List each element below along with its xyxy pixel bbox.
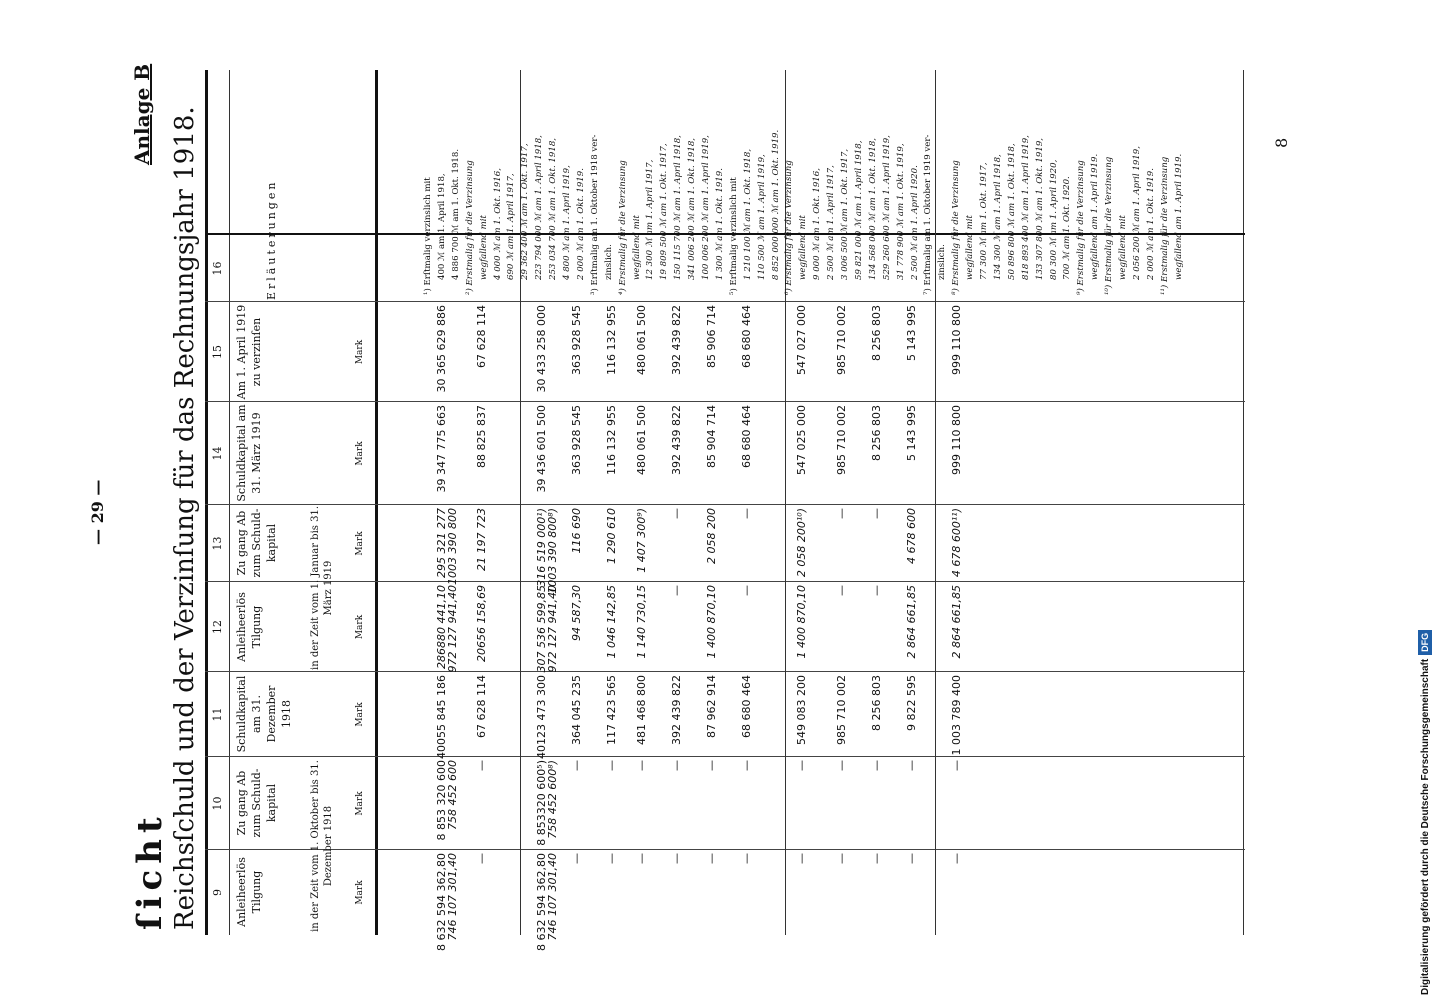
table-bottom-rule: [1243, 70, 1244, 935]
unit-label: Mark: [355, 339, 365, 365]
table-cell-c10a: —: [570, 760, 583, 771]
note-line: 3 006 500 ℳ am 1. Okt. 1917,: [840, 148, 850, 280]
table-top-rule: [205, 70, 208, 935]
table-cell-c12a: 1 400 870,10: [795, 585, 808, 659]
table-cell-c9a: —: [795, 853, 808, 864]
table-cell-c12a: —: [740, 585, 753, 596]
col-number: 11: [211, 707, 224, 722]
note-line: wegfallend mit: [478, 215, 489, 280]
table-cell-c11: 549 083 200: [795, 675, 808, 745]
table-cell-c9a: —: [570, 853, 583, 864]
note-line: 341 006 200 ℳ am 1. Okt. 1918,: [687, 137, 698, 280]
table-cell-c13a: —: [835, 508, 848, 519]
table-cell-c13a: —: [870, 508, 883, 519]
col-number: 14: [211, 446, 224, 461]
table-cell-c15: 985 710 002: [835, 305, 848, 375]
table-cell-c13a: 4 678 600¹¹): [950, 508, 963, 578]
note-line: 818 893 400 ℳ am 1. April 1919,: [1020, 135, 1031, 280]
dfg-logo: DFG: [1418, 630, 1432, 655]
note-line: ²) Erstmalig für die Verzinsung: [464, 160, 475, 295]
note-line: 80 300 ℳ am 1. April 1920,: [1048, 159, 1059, 280]
note-line: 77 300 ℳ am 1. Okt. 1917,: [979, 162, 989, 280]
note-line: 4 000 ℳ am 1. Okt. 1916,: [492, 168, 503, 280]
note-line: 8 852 000 000 ℳ am 1. Okt. 1919.: [770, 129, 781, 280]
table-cell-c10a: —: [795, 760, 808, 771]
table-cell-c9a: —: [740, 853, 753, 864]
note-line: 2 056 200 ℳ am 1. April 1919,: [1131, 146, 1142, 280]
table-cell-c9a: —: [870, 853, 883, 864]
note-line: 4 800 ℳ am 1. April 1919,: [562, 165, 572, 280]
table-cell-c12a: 2 864 661,85: [905, 585, 918, 659]
table-cell-c10a: —: [870, 760, 883, 771]
note-line: 134 300 ℳ am 1. April 1918,: [992, 154, 1003, 280]
table-cell-c15: 116 132 955: [605, 305, 618, 375]
row-group-rule: [935, 70, 936, 935]
note-line: 1 300 ℳ am 1. Okt. 1919.: [714, 168, 725, 280]
title-line1: ſicht: [130, 811, 170, 930]
table-cell-c13a: 116 690: [570, 508, 583, 554]
table-cell-c15: 30 365 629 886: [435, 305, 448, 393]
table-cell-c13a: 316 519 000¹): [535, 508, 548, 587]
note-line: ⁹) Erstmalig für die Verzinsung: [1076, 160, 1087, 295]
note-line: 529 260 600 ℳ am 1. April 1919,: [881, 135, 892, 280]
note-line: 9 000 ℳ am 1. Okt. 1916,: [812, 168, 823, 280]
col-header: Zu gang Ab zum Schuld-kapital: [235, 508, 278, 578]
note-line: 134 568 000 ℳ am 1. Okt. 1918,: [867, 137, 878, 280]
table-cell-c9b: 746 107 301,40: [446, 853, 459, 941]
note-line: wegfallend mit: [965, 215, 976, 280]
note-line: wegfallend am 1. April 1919.: [1173, 153, 1184, 280]
note-line: 133 307 800 ℳ am 1. Okt. 1919,: [1034, 137, 1045, 280]
table-cell-c14: 68 680 464: [740, 405, 753, 468]
col-number: 15: [211, 345, 224, 359]
note-line: ¹¹) Erstmalig für die Verzinsung: [1159, 156, 1170, 295]
table-cell-c10a: 8 853 320 600: [435, 760, 448, 841]
table-cell-c14: 363 928 545: [570, 405, 583, 475]
note-line: ⁴) Erstmalig für die Verzinsung: [617, 160, 628, 295]
table-cell-c12a: 307 536 599,85: [535, 585, 548, 673]
side-credit: [1418, 10, 1432, 995]
table-cell-c9a: —: [835, 853, 848, 864]
table-cell-c10a: —: [905, 760, 918, 771]
unit-label: Mark: [355, 614, 365, 640]
annex-label: Anlage B: [130, 63, 154, 165]
table-cell-c10a: —: [635, 760, 648, 771]
note-line: 4 886 700 ℳ am 1. Okt. 1918.: [450, 148, 461, 280]
table-cell-c9a: —: [635, 853, 648, 864]
note-line: 2 000 ℳ am 1. Okt. 1919.: [1145, 168, 1156, 280]
table-cell-c12a: 1 046 142,85: [605, 585, 618, 659]
table-cell-c9a: 8 632 594 362,80: [535, 853, 548, 951]
note-line: wegfallend mit: [798, 215, 809, 280]
table-cell-c9a: 8 632 594 362,80: [435, 853, 448, 951]
unit-label: Mark: [355, 702, 365, 727]
col-number: 16: [211, 261, 224, 276]
table-cell-c9a: —: [605, 853, 618, 864]
note-line: 2 500 ℳ am 1. April 1917,: [826, 165, 837, 280]
note-line: 31 778 900 ℳ am 1. Okt. 1919,: [895, 143, 906, 280]
unit-label: Mark: [355, 531, 365, 556]
page-number: — 29 —: [88, 479, 107, 545]
side-credit-text: Digitalisierung gefördert durch die Deutsche Forschungsgemeinschaft: [1420, 658, 1431, 995]
table-cell-c11: 985 710 002: [835, 675, 848, 745]
note-line: ¹⁰) Erstmalig für die Verzinsung: [1104, 156, 1115, 295]
table-cell-c15: 8 256 803: [870, 305, 883, 361]
table-cell-c14: 480 061 500: [635, 405, 648, 475]
header-number-rule: [229, 70, 230, 935]
table-cell-c13a: 1 407 300⁹): [635, 508, 648, 573]
note-line: 690 ℳ am 1. April 1917,: [506, 173, 517, 280]
note-line: ⁸) Erstmalig für die Verzinsung: [951, 160, 962, 295]
col-header: Schuldkapital am 31. Dezember 1918: [235, 675, 293, 753]
table-cell-c15: 363 928 545: [570, 305, 583, 375]
table-cell-c12a: 1 400 870,10: [705, 585, 718, 659]
table-cell-c9a: —: [705, 853, 718, 864]
table-cell-c14: 39 436 601 500: [535, 405, 548, 493]
note-line: 19 809 500 ℳ am 1. Okt. 1917,: [659, 143, 670, 280]
table-cell-c9a: —: [905, 853, 918, 864]
table-cell-c12a: 286880 441,10: [435, 585, 448, 669]
note-line: 1 210 100 ℳ am 1. Okt. 1918,: [742, 148, 753, 280]
table-cell-c14: 88 825 837: [475, 405, 488, 468]
table-cell-c10a: —: [475, 760, 488, 771]
note-line: ⁵) Erſtmalig verzinslich mit: [728, 177, 739, 295]
table-cell-c11: 364 045 235: [570, 675, 583, 745]
col-header: Anleiheerlös Tilgung: [235, 592, 263, 662]
table-cell-c13a: —: [670, 508, 683, 519]
unit-label: Mark: [355, 880, 365, 905]
table-cell-c11: 40055 845 186: [435, 675, 448, 759]
table-cell-c10b: 758 452 600: [446, 760, 459, 830]
period-label: in der Zeit vom 1. Januar bis 31. März 1919: [310, 506, 334, 670]
table-cell-c11: 9 822 595: [905, 675, 918, 731]
table-cell-c10a: —: [705, 760, 718, 771]
table-cell-c14: 39 347 775 663: [435, 405, 448, 493]
note-line: 700 ℳ am 1. Okt. 1920.: [1062, 176, 1073, 280]
table-cell-c9a: —: [950, 853, 963, 864]
note-line: ⁷) Erſtmalig am 1. Oktober 1919 ver-: [923, 134, 934, 295]
note-line: 223 794 000 ℳ am 1. April 1918,: [534, 135, 545, 280]
table-cell-c11: 40123 473 300: [535, 675, 548, 759]
note-line: 100 006 200 ℳ am 1. April 1919,: [701, 135, 711, 280]
table-cell-c15: 999 110 800: [950, 305, 963, 375]
table-cell-c12a: 20656 158,69: [475, 585, 488, 662]
col-header: Zu gang Ab zum Schuld-kapital: [235, 768, 278, 838]
debt-table: [205, 70, 1245, 951]
note-line: 150 115 700 ℳ am 1. April 1918,: [673, 135, 684, 280]
note-line: ⁶) Erstmalig für die Verzinsung: [784, 160, 795, 295]
note-line: wegfallend am 1. April 1919.: [1090, 153, 1101, 280]
table-cell-c13b: 1003 390 800⁸): [546, 508, 559, 594]
table-cell-c12a: 2 864 661,85: [950, 585, 963, 659]
table-cell-c13a: 295 321 277: [435, 508, 448, 578]
note-line: 110 500 ℳ am 1. April 1919,: [756, 154, 767, 280]
bottom-page-number: 8: [1272, 137, 1291, 148]
table-cell-c9a: —: [475, 853, 488, 864]
table-cell-c12a: —: [835, 585, 848, 596]
table-cell-c13a: 1 290 610: [605, 508, 618, 564]
table-cell-c11: 117 423 565: [605, 675, 618, 745]
note-line: 400 ℳ am 1. April 1918,: [436, 173, 447, 280]
note-line: ¹) Erſtmalig verzinslich mit: [423, 177, 433, 295]
table-cell-c14: 547 025 000: [795, 405, 808, 475]
col-number: 13: [211, 536, 224, 551]
col-number: 12: [211, 620, 224, 634]
note-line: 2 000 ℳ am 1. Okt. 1919.: [575, 168, 586, 280]
table-cell-c15: 392 439 822: [670, 305, 683, 375]
table-cell-c10a: —: [950, 760, 963, 771]
table-cell-c14: 85 904 714: [705, 405, 718, 468]
table-cell-c10a: —: [835, 760, 848, 771]
note-line: 2 500 ℳ am 1. April 1920.: [909, 165, 920, 280]
table-cell-c14: 999 110 800: [950, 405, 963, 475]
table-cell-c15: 30 433 258 000: [535, 305, 548, 393]
table-cell-c13a: 2 058 200¹⁰): [795, 508, 808, 578]
table-cell-c11: 68 680 464: [740, 675, 753, 738]
table-cell-c11: 67 628 114: [475, 675, 488, 738]
col-number: 10: [211, 796, 224, 811]
unit-label: Mark: [355, 791, 365, 816]
table-cell-c12a: —: [670, 585, 683, 596]
table-cell-c12a: —: [870, 585, 883, 596]
table-cell-c10a: —: [605, 760, 618, 771]
table-cell-c11: 1 003 789 400: [950, 675, 963, 756]
col-header: Erläuterungen: [265, 179, 278, 300]
table-cell-c13a: —: [740, 508, 753, 519]
table-cell-c15: 85 906 714: [705, 305, 718, 368]
table-cell-c10a: —: [740, 760, 753, 771]
table-cell-c10b: 758 452 600⁸): [546, 760, 559, 839]
note-line: 29 362 400 ℳ am 1. Okt. 1917,: [520, 143, 531, 280]
table-cell-c15: 547 027 000: [795, 305, 808, 375]
table-cell-c14: 8 256 803: [870, 405, 883, 461]
table-cell-c12b: 972 127 941,40: [446, 585, 459, 673]
page-title: Reichsſchuld und der Verzinſung für das Rechnungsjahr 1918.: [170, 106, 200, 930]
table-cell-c13a: 4 678 600: [905, 508, 918, 564]
table-cell-c15: 68 680 464: [740, 305, 753, 368]
col-header: Am 1. April 1919 zu verzinſen: [235, 304, 263, 400]
col-number: 9: [211, 889, 224, 896]
note-line: 253 034 700 ℳ am 1. Okt. 1918,: [548, 137, 559, 280]
table-cell-c15: 5 143 995: [905, 305, 918, 361]
table-cell-c14: 392 439 822: [670, 405, 683, 475]
table-cell-c13b: 1003 390 800: [446, 508, 459, 585]
table-cell-c12b: 972 127 941,40: [546, 585, 559, 673]
note-line: 50 896 800 ℳ am 1. Okt. 1918,: [1006, 143, 1017, 280]
table-cell-c15: 480 061 500: [635, 305, 648, 375]
note-line: zinslich.: [937, 244, 948, 280]
col-header: Anleiheerlös Tilgung: [235, 857, 263, 927]
table-cell-c13a: 21 197 723: [475, 508, 488, 571]
table-cell-c14: 985 710 002: [835, 405, 848, 475]
note-line: 12 300 ℳ am 1. April 1917,: [645, 159, 656, 280]
table-cell-c15: 67 628 114: [475, 305, 488, 368]
table-cell-c10a: 8 853320 600⁵): [535, 760, 548, 846]
table-cell-c11: 392 439 822: [670, 675, 683, 745]
table-cell-c10a: —: [670, 760, 683, 771]
table-cell-c11: 8 256 803: [870, 675, 883, 731]
header-bottom-rule: [375, 70, 378, 935]
table-cell-c9b: 746 107 301,40: [546, 853, 559, 941]
table-cell-c14: 5 143 995: [905, 405, 918, 461]
table-cell-c14: 116 132 955: [605, 405, 618, 475]
table-cell-c13a: 2 058 200: [705, 508, 718, 564]
table-cell-c9a: —: [670, 853, 683, 864]
note-line: ³) Erſtmalig am 1. Oktober 1918 ver-: [589, 134, 600, 295]
period-label: in der Zeit vom 1. Oktober bis 31. Dezember 1918: [310, 760, 334, 932]
note-line: 59 821 000 ℳ am 1. April 1918,: [853, 140, 864, 280]
unit-label: Mark: [355, 441, 365, 466]
note-line: wegfallend mit: [631, 215, 642, 280]
note-line: zinslich.: [603, 244, 614, 280]
note-line: wegfallend mit: [1118, 215, 1128, 280]
table-cell-c12a: 94 587,30: [570, 585, 583, 641]
table-cell-c11: 87 962 914: [705, 675, 718, 738]
table-cell-c11: 481 468 800: [635, 675, 648, 745]
table-cell-c12a: 1 140 730,15: [635, 585, 648, 659]
col-header: Schuldkapital am 31. März 1919: [235, 404, 263, 502]
